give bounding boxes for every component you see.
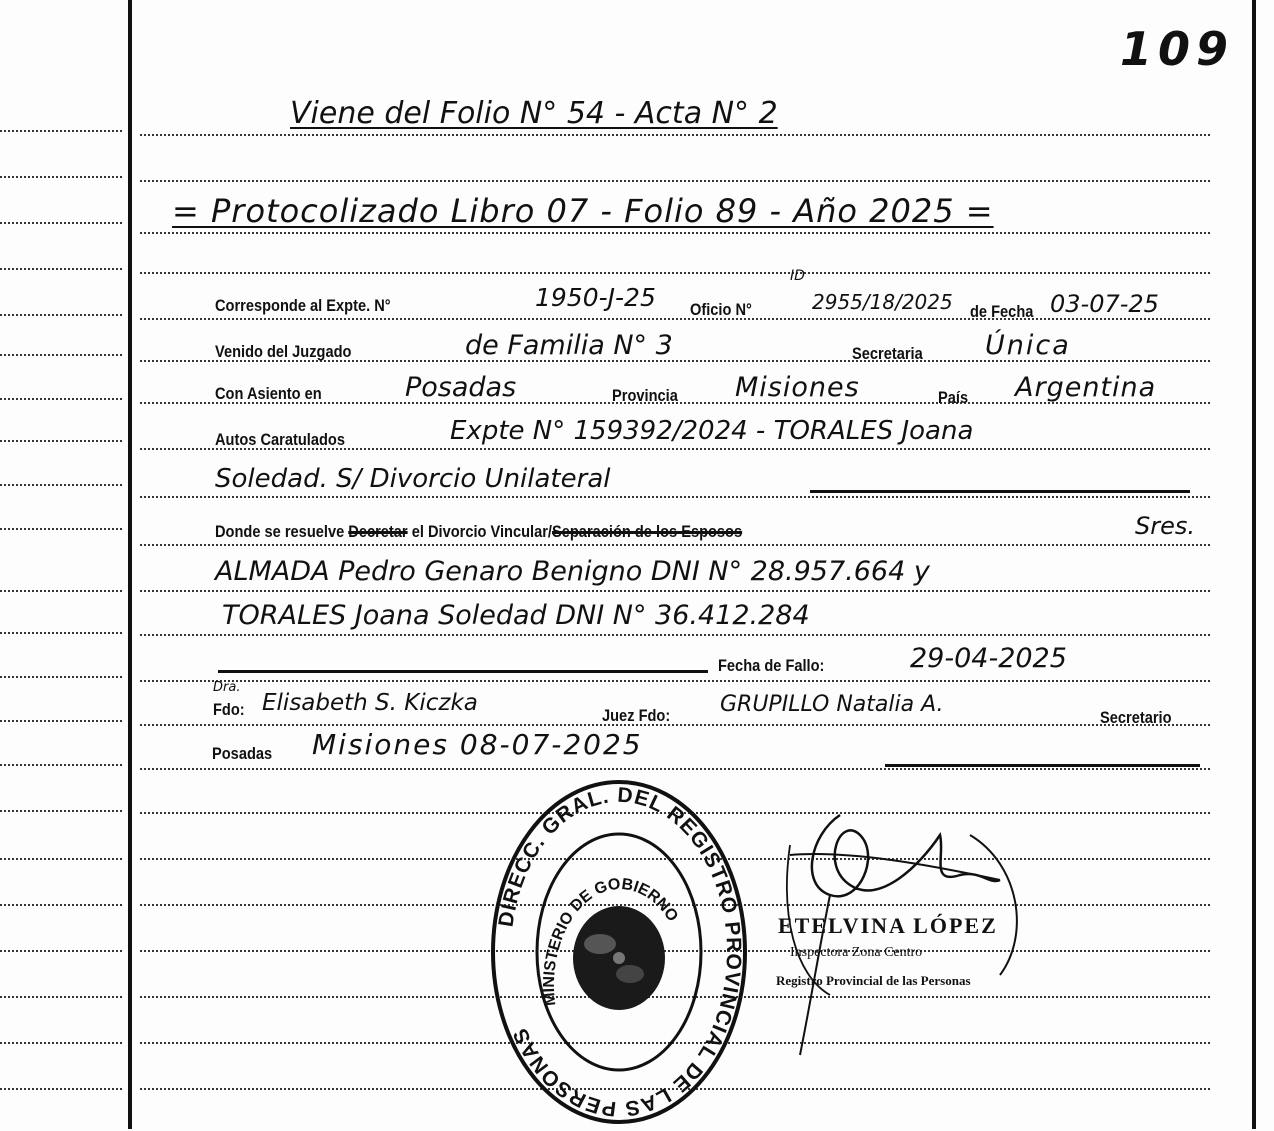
margin-rule	[0, 996, 122, 998]
right-border-line	[1252, 0, 1256, 1129]
margin-column	[0, 0, 128, 1129]
signer-role: Inspectora Zona Centro	[790, 945, 923, 960]
margin-rule	[0, 950, 122, 952]
value-juzgado: de Familia N° 3	[465, 330, 673, 361]
rule-line	[140, 272, 1210, 274]
rule-line	[140, 318, 1210, 320]
value-posadas-fecha: Misiones 08-07-2025	[312, 728, 643, 761]
margin-rule	[0, 354, 122, 356]
value-fecha: 03-07-25	[1050, 290, 1159, 318]
margin-rule	[0, 130, 122, 132]
signer-office: Registro Provincial de las Personas	[776, 973, 971, 988]
stamp-graphic	[488, 778, 750, 1126]
label-juez-fdo: Juez Fdo:	[602, 706, 671, 725]
stamp-inner-text: MINISTERIO DE GOBIERNO	[540, 875, 682, 1007]
label-pais: País	[938, 388, 969, 407]
rule-line	[140, 232, 1210, 234]
official-stamp	[488, 778, 750, 1126]
rule-line	[140, 544, 1210, 546]
label-secretaria: Secretaria	[852, 344, 923, 363]
value-autos-line1: Expte N° 159392/2024 - TORALES Joana	[450, 416, 974, 446]
margin-rule	[0, 858, 122, 860]
value-sres: Sres.	[1135, 512, 1195, 540]
margin-rule	[0, 1042, 122, 1044]
rule-line	[140, 180, 1210, 182]
margin-rule	[0, 1088, 122, 1090]
value-spouse2: TORALES Joana Soledad DNI N° 36.412.284	[222, 600, 810, 631]
value-dra: Dra.	[213, 680, 241, 695]
rule-line	[140, 496, 1210, 498]
value-oficio-prefix: ID	[790, 268, 805, 284]
label-asiento: Con Asiento en	[215, 384, 322, 403]
label-fdo: Fdo:	[213, 700, 245, 719]
rule-line	[140, 634, 1210, 636]
margin-rule	[0, 720, 122, 722]
label-fecha: de Fecha	[970, 302, 1034, 321]
value-autos-line2: Soledad. S/ Divorcio Unilateral	[215, 464, 611, 494]
handwritten-signature	[770, 795, 1060, 1085]
label-posadas: Posadas	[212, 744, 273, 763]
label-donde	[215, 522, 742, 542]
label-donde-resuelve: Donde se resuelve	[215, 522, 345, 541]
label-corresponde: Corresponde al Expte. N°	[215, 296, 391, 315]
margin-rule	[0, 676, 122, 678]
label-fecha-fallo: Fecha de Fallo:	[718, 656, 825, 675]
margin-rule	[0, 484, 122, 486]
value-fecha-fallo: 29-04-2025	[910, 643, 1067, 674]
rule-line	[140, 590, 1210, 592]
value-secretaria: Única	[985, 330, 1071, 361]
margin-rule	[0, 810, 122, 812]
stamp-outer-text: DIRECC. GRAL. DEL REGISTRO PROVINCIAL DE LAS PERSONAS	[494, 783, 746, 1121]
folio-reference-heading: Viene del Folio N° 54 - Acta N° 2	[290, 96, 778, 131]
margin-rule	[0, 314, 122, 316]
fill-line	[885, 764, 1200, 767]
value-pais: Argentina	[1015, 372, 1157, 403]
value-spouse1: ALMADA Pedro Genaro Benigno DNI N° 28.957.664 y	[215, 556, 930, 587]
label-oficio: Oficio N°	[690, 300, 752, 319]
rule-line	[140, 768, 1210, 770]
margin-rule	[0, 440, 122, 442]
signature-block	[770, 795, 1060, 1085]
value-oficio: 2955/18/2025	[812, 290, 953, 314]
margin-rule	[0, 222, 122, 224]
value-expte: 1950-J-25	[535, 283, 656, 312]
value-provincia: Misiones	[735, 372, 860, 403]
label-decretar-struck: Decretar	[348, 522, 408, 541]
label-provincia: Provincia	[612, 386, 678, 405]
margin-border-line	[128, 0, 132, 1129]
label-secretario: Secretario	[1100, 708, 1172, 727]
signer-name: ETELVINA LÓPEZ	[778, 913, 998, 938]
page-number: 109	[1120, 22, 1235, 76]
rule-line	[140, 680, 1210, 682]
margin-rule	[0, 528, 122, 530]
value-secretario: GRUPILLO Natalia A.	[720, 692, 944, 717]
rule-line	[140, 134, 1210, 136]
margin-rule	[0, 632, 122, 634]
protocol-heading: = Protocolizado Libro 07 - Folio 89 - Año 2025 =	[172, 192, 994, 230]
label-separacion-struck: Separación de los Esposos	[551, 522, 743, 541]
value-juez: Elisabeth S. Kiczka	[262, 690, 478, 716]
margin-rule	[0, 176, 122, 178]
label-juzgado: Venido del Juzgado	[215, 342, 352, 361]
margin-rule	[0, 764, 122, 766]
label-autos: Autos Caratulados	[215, 430, 345, 449]
fill-line	[810, 490, 1190, 493]
margin-rule	[0, 590, 122, 592]
margin-rule	[0, 398, 122, 400]
label-divorcio-vincular: el Divorcio Vincular/	[411, 522, 552, 541]
rule-line	[140, 724, 1210, 726]
margin-rule	[0, 904, 122, 906]
fill-line	[218, 670, 708, 673]
margin-rule	[0, 268, 122, 270]
value-asiento: Posadas	[405, 372, 517, 403]
